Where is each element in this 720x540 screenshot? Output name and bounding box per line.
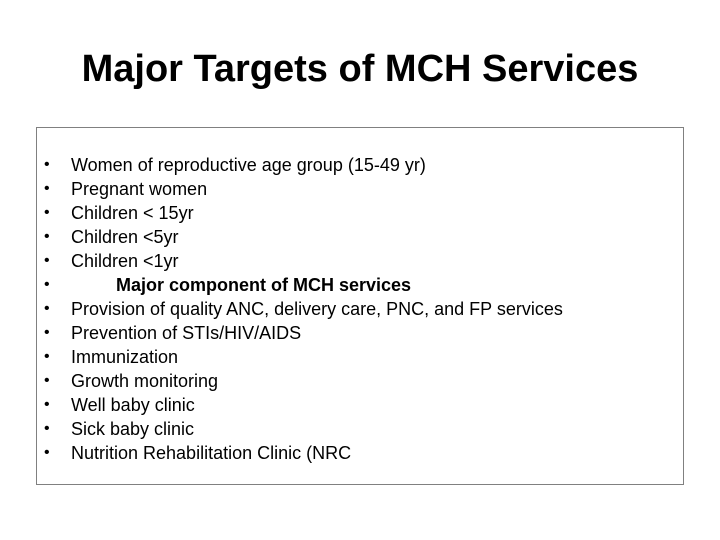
list-item-text: Immunization — [71, 347, 179, 367]
list-item — [37, 369, 683, 393]
list-item-text: Pregnant women — [71, 179, 208, 199]
list-item — [37, 441, 683, 465]
list-item — [37, 249, 683, 273]
list-item-text: Sick baby clinic — [71, 419, 195, 439]
list-item-text: Well baby clinic — [71, 395, 195, 415]
list-item — [37, 297, 683, 321]
bullet-icon: • — [44, 324, 50, 341]
bullet-icon: • — [44, 444, 50, 461]
list-item — [37, 201, 683, 225]
list-item — [37, 225, 683, 249]
list-item-heading — [37, 273, 683, 297]
list-item-text: Prevention of STIs/HIV/AIDS — [71, 323, 302, 343]
list-item — [37, 321, 683, 345]
list-item — [37, 393, 683, 417]
bullet-icon: • — [44, 300, 50, 317]
list-item — [37, 177, 683, 201]
bullet-icon: • — [44, 420, 50, 437]
bullet-icon: • — [44, 156, 50, 173]
bullet-icon: • — [44, 396, 50, 413]
bullet-icon: • — [44, 276, 50, 293]
list-item-text: Children < 15yr — [71, 203, 194, 223]
list-item-text: Nutrition Rehabilitation Clinic (NRC — [71, 443, 352, 463]
list-item-text: Women of reproductive age group (15-49 yr) — [71, 155, 426, 175]
list-item — [37, 345, 683, 369]
bullet-list — [37, 153, 683, 465]
list-item-text: Provision of quality ANC, delivery care, PNC, and FP services — [71, 299, 563, 319]
list-item-text: Children <1yr — [71, 251, 179, 271]
list-item-text: Growth monitoring — [71, 371, 219, 391]
section-heading: Major component of MCH services — [116, 275, 412, 295]
bullet-icon: • — [44, 204, 50, 221]
slide-title: Major Targets of MCH Services — [81, 48, 639, 90]
list-item — [37, 153, 683, 177]
content-box — [36, 127, 684, 485]
bullet-icon: • — [44, 228, 50, 245]
list-item — [37, 417, 683, 441]
list-item-text: Children <5yr — [71, 227, 179, 247]
bullet-icon: • — [44, 180, 50, 197]
bullet-icon: • — [44, 348, 50, 365]
bullet-icon: • — [44, 372, 50, 389]
bullet-icon: • — [44, 252, 50, 269]
